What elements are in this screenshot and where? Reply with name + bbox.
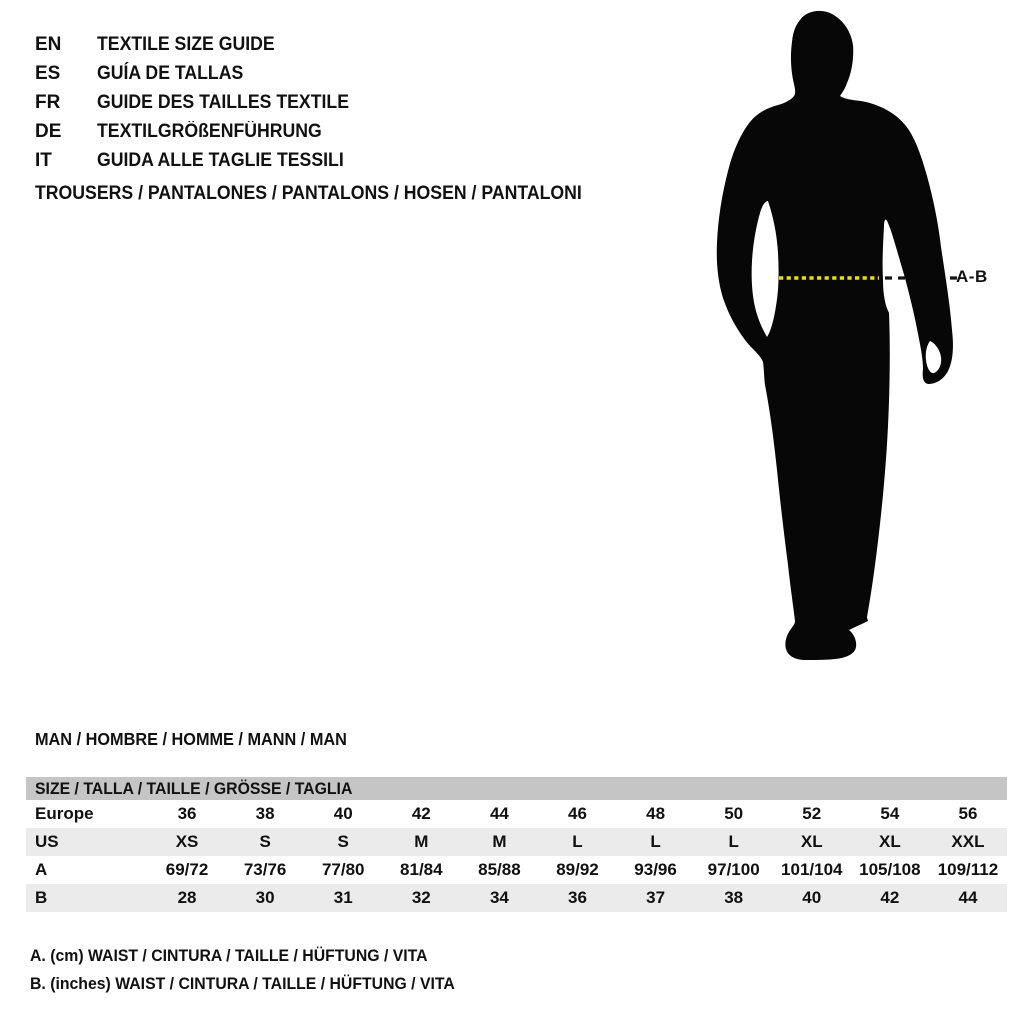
cell: 69/72 [165,860,209,879]
row-label: Europe [35,804,94,823]
cell: L [728,832,739,851]
size-table-header: SIZE / TALLA / TAILLE / GRÖSSE / TAGLIA [26,777,1007,800]
cell: 28 [177,888,197,907]
cell: M [492,832,507,851]
language-title: GUÍA DE TALLAS [97,63,244,84]
language-title: GUIDE DES TAILLES TEXTILE [97,92,349,113]
cell: 40 [802,888,822,907]
row-label: US [35,832,59,851]
cell: XS [175,832,199,851]
language-code: DE [35,121,62,142]
table-row-europe [26,800,1007,828]
cell: 105/108 [859,860,921,879]
cell: S [337,832,349,851]
cell: 40 [333,804,353,823]
cell: 44 [489,804,509,823]
cell: L [650,832,661,851]
cell: L [572,832,583,851]
cell: 48 [646,804,666,823]
language-title: GUIDA ALLE TAGLIE TESSILI [97,150,344,171]
language-code: ES [35,63,61,84]
cell: 89/92 [556,860,599,879]
table-row-b-inches [26,884,1007,912]
cell: S [259,832,271,851]
cell: XL [878,832,901,851]
man-silhouette [717,11,953,660]
table-row-us [26,828,1007,856]
language-code: EN [35,34,62,55]
row-label: B [35,888,48,907]
cell: 38 [255,804,275,823]
table-row-a-cm [26,856,1007,884]
cell: 34 [489,888,509,907]
language-code: IT [35,150,52,171]
garment-title: TROUSERS / PANTALONES / PANTALONS / HOSEN / PANTALONI [35,183,582,204]
size-table [26,777,1007,912]
cell: 50 [724,804,744,823]
cell: XL [800,832,823,851]
footnote-b-inches: B. (inches) WAIST / CINTURA / TAILLE / HÜFTUNG / VITA [30,974,455,993]
cell: 56 [958,804,978,823]
cell: M [414,832,429,851]
cell: 81/84 [400,860,443,879]
language-title: TEXTILE SIZE GUIDE [97,34,275,55]
cell: 36 [177,804,197,823]
cell: 30 [255,888,275,907]
cell: 31 [333,888,353,907]
cell: 77/80 [321,860,365,879]
cell: 52 [802,804,822,823]
cell: 101/104 [781,860,843,879]
cell: 42 [411,804,431,823]
cell: 73/76 [243,860,287,879]
row-label: A [35,860,48,879]
footnote-a-cm: A. (cm) WAIST / CINTURA / TAILLE / HÜFTUNG / VITA [30,946,428,965]
language-code: FR [35,92,61,113]
cell: 93/96 [634,860,677,879]
cell: 85/88 [478,860,521,879]
cell: XXL [951,832,985,851]
cell: 109/112 [937,860,999,879]
cell: 42 [880,888,900,907]
section-title-man: MAN / HOMBRE / HOMME / MANN / MAN [35,729,347,749]
cell: 44 [958,888,978,907]
cell: 54 [880,804,900,823]
cell: 97/100 [707,860,760,879]
cell: 46 [568,804,587,823]
language-title: TEXTILGRÖßENFÜHRUNG [97,121,322,142]
cell: 38 [724,888,744,907]
cell: 37 [646,888,666,907]
waist-measure-label: A-B [956,267,988,286]
cell: 36 [568,888,587,907]
cell: 32 [411,888,431,907]
